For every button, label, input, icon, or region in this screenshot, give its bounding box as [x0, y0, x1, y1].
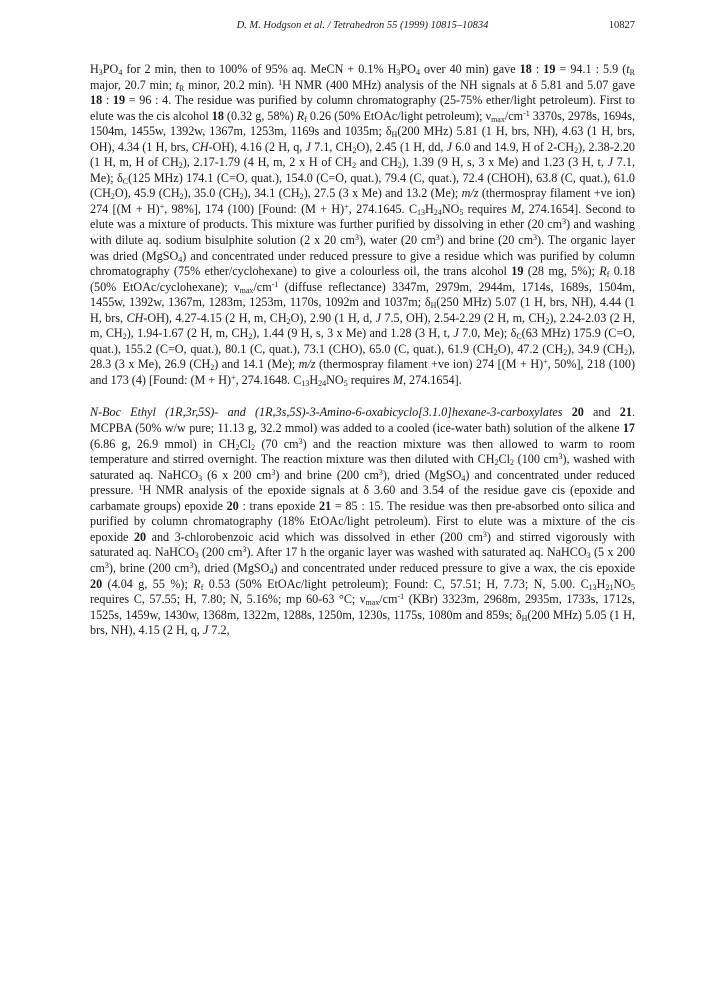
paragraph1-run: 3	[396, 68, 401, 77]
paragraph1-run: f	[606, 270, 610, 280]
paragraph2-run: requires C, 57.55; H, 7.80; N, 5.16%; mp 60-63 °C; ν	[90, 592, 366, 607]
paragraph1-run: +	[159, 201, 165, 211]
paragraph1-run: O), 45.9 (CH	[114, 186, 180, 201]
paragraph1-run: M	[392, 372, 403, 387]
paragraph1-run: :	[102, 93, 113, 108]
paragraph1-run: ), 34.9 (CH	[567, 341, 624, 356]
paragraph-alcohols-18-19	[90, 62, 635, 388]
paragraph1-run: t	[175, 77, 179, 92]
paragraph1-run: (diffuse reflectance) 3347m, 2979m, 2944m, 1714s, 1689s, 1504m, 1455w, 1392w, 1367m, 1283m, 1253m, 1170s, 1092m and 1037m; δ	[90, 279, 636, 310]
paragraph1-run: NO	[441, 201, 460, 216]
paragraph2-run: (KBr) 3323m, 2968m, 2935m, 1733s, 1712s, 1525s, 1459w, 1430w, 1368m, 1322m, 1288s, 1250m, 1230s, 1175s, 1080m and 859s; δ	[90, 592, 635, 622]
paragraph1-run: -1	[271, 279, 279, 289]
paragraph2-run: 3	[198, 473, 203, 483]
paragraph1-run: (28 mg, 5%);	[523, 264, 600, 279]
paragraph1-run: PO	[400, 62, 416, 76]
paragraph-epoxides-20-21	[90, 405, 635, 638]
paragraph1-run: 7.0, Me); δ	[458, 326, 517, 341]
paragraph1-run: , 274.1654]. Second to elute was a mixture of products. This mixture was further purified by dissolving in ether (20 cm	[90, 201, 635, 232]
page-number: 10827	[608, 20, 635, 31]
paragraph2-run: 7.2,	[208, 623, 230, 638]
paragraph2-run: ) and concentrated under reduced pressure to give a wax, the cis epoxide	[273, 560, 635, 575]
paragraph1-run: ), 1.39 (9 H, s, 3 x Me) and 1.23 (3 H, t,	[401, 155, 608, 170]
paragraph2-run: 3	[378, 467, 383, 477]
paragraph1-run: +	[344, 201, 349, 211]
paragraph1-run: , 274.1648. C	[235, 372, 302, 387]
paragraph1-run: m/z	[461, 186, 479, 201]
paragraph1-run: R	[599, 264, 607, 279]
paragraph2-run: 4	[269, 566, 274, 576]
paragraph1-run: 2	[623, 347, 628, 357]
paragraph1-run: H	[309, 372, 319, 387]
paragraph1-run: ), 35.0 (CH	[183, 186, 240, 201]
paragraph1-run: 18	[211, 108, 224, 123]
paragraph2-run: 4	[461, 473, 466, 483]
paragraph1-run: 2	[352, 145, 357, 155]
paragraph2-run: (5 x 200 cm	[90, 545, 636, 575]
paragraph1-run: ). The organic layer was dried (MgSO	[90, 233, 635, 263]
paragraph1-run: ), 1.94-1.67 (2 H, m, CH	[126, 326, 249, 341]
paragraph2-run: -1	[397, 592, 405, 602]
paragraph2-run: (70 cm	[255, 436, 299, 451]
paragraph2-run: 3	[242, 545, 247, 555]
paragraph1-run: J	[375, 310, 382, 325]
paragraph2-run: H	[596, 576, 606, 591]
paragraph2-run: and 3-chlorobenzoic acid which was dissolved in ether (200 cm	[146, 529, 483, 544]
paragraph1-run: ), 27.5 (3 x Me) and 13.2 (Me);	[303, 186, 462, 201]
paragraph1-run: +	[543, 357, 548, 367]
paragraph1-run: 13	[301, 378, 310, 388]
article-body	[90, 62, 635, 639]
paragraph1-run: 2	[299, 192, 304, 202]
paragraph1-run: 3	[354, 233, 359, 243]
running-head-citation: D. M. Hodgson et al. / Tetrahedron 55 (1999) 10815–10834	[236, 20, 489, 31]
paragraph2-run: 3	[194, 551, 199, 561]
paragraph1-run: O), 2.45 (1 H, dd,	[356, 139, 447, 154]
paragraph1-run: 2	[545, 316, 550, 326]
paragraph1-run: ), 1.44 (9 H, s, 3 x Me) and 1.28 (3 H, t,	[252, 326, 454, 341]
paragraph1-run: 3	[533, 233, 538, 243]
paragraph1-run: 7.1, Me); δ	[90, 155, 635, 185]
paragraph1-run: 2	[286, 316, 291, 326]
paragraph2-run: H NMR analysis of the epoxide signals at δ 3.60 and 3.54 of the residue gave cis (epoxide and carbamate groups) epoxide	[90, 483, 635, 513]
paragraph1-run: = 96 : 4. The residue was purified by column chromatography (25-75% ether/light petroleum). First to elute was the cis alcohol	[90, 93, 635, 123]
paragraph1-run: 2	[239, 192, 244, 202]
paragraph1-run: , 274.1645. C	[348, 201, 418, 216]
paragraph1-run: ) and concentrated under reduced pressure to give a residue which was purified by column chromatography (75% ether/cyclohexane) to give a colourless oil, the trans alcohol	[90, 248, 635, 279]
paragraph2-run: 3	[482, 529, 487, 539]
paragraph1-run: 5	[459, 207, 464, 217]
paragraph2-run: 20	[226, 498, 239, 513]
paragraph1-run: 24	[318, 378, 327, 388]
paragraph1-run: 19	[112, 93, 126, 108]
paragraph1-run: R	[296, 108, 305, 123]
paragraph1-run: 3	[562, 217, 567, 227]
paragraph1-run: (0.32 g, 58%)	[223, 108, 297, 123]
paragraph2-run: max	[365, 598, 380, 608]
paragraph1-run: 3	[98, 68, 103, 77]
paragraph1-run: ) and washing with dilute aq. sodium bisulphite solution (2 x 20 cm	[90, 217, 636, 248]
paragraph1-run: and CH	[356, 155, 398, 170]
paragraph2-run: ) and concentrated under reduced pressure.	[90, 467, 635, 498]
paragraph1-run: , 274.1654].	[402, 372, 462, 387]
paragraph1-run: ), 2.24-2.03 (2 H, m, CH	[90, 310, 635, 341]
paragraph2-run: ) and stirred vigorously with saturated aq. NaHCO	[90, 529, 636, 560]
paragraph2-run: 3	[104, 560, 109, 570]
paragraph1-run: 13	[417, 207, 426, 217]
paragraph2-run: 3	[586, 551, 591, 561]
paragraph1-run: (thermospray filament +ve ion) 274 [(M + H)	[315, 357, 544, 372]
paragraph1-run: H	[430, 301, 437, 311]
paragraph2-run: 3	[558, 452, 563, 462]
paragraph2-run: 3	[298, 436, 303, 446]
running-header	[90, 20, 635, 36]
paragraph1-run: C	[516, 332, 522, 342]
paragraph2-run: ), washed with saturated aq. NaHCO	[90, 452, 635, 482]
paragraph1-run: 18	[519, 62, 532, 76]
paragraph1-run: 2	[493, 347, 498, 357]
paragraph1-run: 7.5, OH), 2.54-2.29 (2 H, m, CH	[381, 310, 546, 325]
paragraph1-run: 2	[352, 161, 357, 171]
paragraph1-run: 5	[343, 378, 348, 388]
paragraph1-run: 2	[248, 332, 253, 342]
paragraph1-run: J	[607, 155, 614, 170]
paragraph1-run: requires	[347, 372, 393, 387]
paragraph1-run: H	[391, 130, 398, 140]
paragraph1-run: O), 47.2 (CH	[497, 341, 564, 356]
paragraph2-run: 3	[189, 560, 194, 570]
paragraph2-run: 21	[605, 582, 614, 592]
paragraph1-run: NO	[326, 372, 344, 387]
paragraph2-run: H	[521, 613, 528, 623]
paragraph2-run: N-Boc Ethyl (1R,3r,5S)- and (1R,3s,5S)-3-Amino-6-oxabicyclo[3.1.0]hexane-3-carboxylates	[90, 405, 563, 420]
paragraph2-run: ), dried (MgSO	[193, 560, 270, 575]
paragraph1-run: 4	[178, 254, 183, 264]
paragraph2-run: (100 cm	[513, 452, 559, 467]
paragraph1-run: 3370s, 2978s, 1694s, 1504m, 1455w, 1392w, 1367m, 1253m, 1169s and 1035m; δ	[90, 108, 635, 139]
paragraph1-run: PO	[102, 62, 119, 76]
paragraph2-run: 3	[271, 467, 276, 477]
paragraph2-run: 2	[251, 442, 256, 452]
paragraph2-run: 13	[588, 582, 597, 592]
paragraph1-run: H	[90, 62, 99, 76]
paragraph1-run: 24	[433, 207, 442, 217]
paragraph1-run: ), 34.1 (CH	[243, 186, 300, 201]
paragraph2-run: (200 cm	[198, 545, 243, 560]
paragraph2-run: Cl	[498, 452, 510, 467]
paragraph2-run: 17	[622, 421, 635, 436]
paragraph1-run: -1	[523, 108, 530, 118]
paragraph1-run: 19	[511, 264, 524, 279]
paragraph1-run: 7.1, CH	[310, 139, 353, 154]
paragraph1-run: 6.0 and 14.9, H of 2-CH	[452, 139, 575, 154]
paragraph2-run: 21	[619, 405, 632, 420]
paragraph2-run: : trans epoxide	[238, 498, 320, 513]
paragraph1-run: C	[122, 176, 129, 186]
paragraph1-run: max	[239, 285, 254, 295]
paragraph1-run: /cm	[253, 279, 272, 294]
paragraph2-run	[562, 405, 571, 419]
paragraph1-run: minor, 20.2 min).	[184, 77, 279, 92]
paragraph2-run: and	[583, 405, 620, 420]
paragraph1-run: H	[425, 201, 434, 216]
paragraph1-run: m/z	[298, 357, 316, 372]
paragraph1-run: 2	[179, 192, 184, 202]
paragraph1-run: O), 2.90 (1 H, d,	[290, 310, 376, 325]
paragraph2-run: (4.04 g, 55 %);	[102, 576, 194, 591]
paragraph1-run: CH	[191, 139, 209, 154]
paragraph2-run: 0.53 (50% EtOAc/light petroleum); Found: C, 57.51; H, 7.73; N, 5.00. C	[203, 576, 589, 591]
paragraph1-run: , 50%], 218 (100) and 173 (4) [Found: (M + H)	[90, 357, 635, 387]
paragraph1-run: (thermospray filament +ve ion) 274 [(M + H)	[90, 186, 636, 216]
paragraph1-run: H NMR (400 MHz) analysis of the NH signals at δ 5.81 and 5.07 gave	[282, 77, 635, 92]
paragraph1-run: ) and brine (20 cm	[439, 233, 534, 248]
paragraph1-run: R	[629, 68, 635, 77]
paragraph2-run: Cl	[239, 436, 252, 451]
paragraph1-run: 0.18 (50% EtOAc/cyclohexane); ν	[90, 264, 635, 294]
paragraph1-run: 1	[278, 77, 283, 87]
paragraph1-run: ) and 14.1 (Me);	[214, 357, 299, 372]
paragraph2-run: f	[200, 582, 204, 592]
paragraph2-run: (200 MHz) 5.05 (1 H, brs, NH), 4.15 (2 H, q,	[90, 607, 635, 638]
paragraph1-run: = 94.1 : 5.9 (	[555, 62, 627, 76]
paragraph1-run: 2	[110, 192, 115, 202]
paragraph2-run: (6.86 g, 26.9 mmol) in CH	[90, 436, 236, 451]
paragraph1-run: 2	[122, 332, 127, 342]
paragraph1-run: +	[231, 372, 236, 382]
paragraph1-run: over 40 min) gave	[419, 62, 520, 76]
paragraph1-run: 19	[543, 62, 556, 76]
paragraph2-run: 20	[133, 529, 147, 544]
paragraph1-run: J	[305, 139, 311, 154]
paragraph2-run: ) and brine (200 cm	[275, 467, 379, 482]
paragraph1-run: (125 MHz) 174.1 (C=O, quat.), 154.0 (C=O, quat.), 79.4 (C, quat.), 72.4 (CHOH), 63.8 (C, quat.), 61.0 (CH	[90, 170, 635, 201]
paragraph1-run: max	[491, 114, 505, 124]
paragraph1-run: J	[453, 326, 459, 341]
paragraph1-run: 2	[574, 145, 579, 155]
paragraph1-run: 3	[435, 233, 440, 243]
paragraph1-run: -OH), 4.27-4.15 (2 H, m, CH	[143, 310, 287, 325]
paragraph1-run: 2	[210, 363, 215, 373]
paragraph2-run: 2	[235, 442, 240, 452]
paragraph1-run: major, 20.7 min;	[90, 77, 176, 92]
paragraph1-run: (63 MHz) 175.9 (C=O, quat.), 155.2 (C=O, quat.), 80.1 (C, quat.), 73.1 (CHO), 65.0 (C, quat.), 61.9 (CH	[90, 326, 635, 356]
paragraph1-run: (250 MHz) 5.07 (1 H, brs, NH), 4.44 (1 H, brs,	[90, 295, 635, 325]
paragraph1-run: (200 MHz) 5.81 (1 H, brs, NH), 4.63 (1 H, brs, OH), 4.34 (1 H, brs,	[90, 124, 635, 154]
paragraph1-run: f	[304, 114, 307, 124]
paragraph2-run: = 85 : 15. The residue was then pre-absorbed onto silica and purified by column chromatography (18% EtOAc/light petroleum). First to elute was a mixture of the cis epoxide	[90, 498, 636, 544]
paragraph1-run: , 98%], 174 (100) [Found: (M + H)	[164, 201, 345, 216]
paragraph2-run: ), dried (MgSO	[382, 467, 462, 482]
paragraph2-run: 2	[509, 458, 514, 468]
paragraph2-run: 20	[571, 405, 584, 420]
paragraph2-run: (6 x 200 cm	[202, 467, 272, 482]
paragraph1-run: ), 2.17-1.79 (4 H, m, 2 x H of CH	[182, 155, 353, 170]
paragraph2-run: J	[202, 623, 209, 638]
paragraph2-run: . MCPBA (50% w/w pure; 11.13 g, 32.2 mmol) was added to a cooled (ice-water bath) solution of the alkene	[90, 405, 635, 436]
paragraph1-run: 2	[178, 161, 183, 171]
paragraph2-run: 21	[319, 498, 332, 513]
paragraph1-run: J	[446, 139, 453, 154]
paragraph2-run: /cm	[379, 592, 398, 607]
paragraph1-run: /cm	[504, 108, 524, 123]
paragraph2-run: 1	[138, 483, 143, 493]
paragraph1-run: R	[179, 83, 185, 93]
paragraph2-run: 2	[494, 458, 499, 468]
paragraph2-run: 20	[90, 576, 103, 591]
paragraph1-run: -OH), 4.16 (2 H, q,	[208, 139, 306, 154]
paragraph2-run: NO	[613, 576, 631, 591]
paragraph1-run: ), 2.38-2.20 (1 H, m, H of CH	[90, 139, 635, 170]
paragraph1-run: t	[626, 62, 630, 76]
paragraph1-run: 2	[397, 161, 402, 171]
paragraph1-run: M	[511, 201, 522, 216]
paragraph1-run: 4	[415, 68, 420, 77]
paragraph1-run: CH	[126, 310, 144, 325]
paragraph1-run: ), 28.3 (3 x Me), 26.9 (CH	[90, 341, 636, 372]
paragraph1-run: ), water (20 cm	[358, 233, 436, 248]
paragraph1-run: 4	[118, 68, 123, 77]
paragraph1-run: :	[531, 62, 544, 76]
paragraph2-run: R	[193, 576, 201, 591]
paragraph2-run: ) and the reaction mixture was then allowed to warm to room temperature and stirred overnight. The reaction mixture was then diluted with CH	[90, 436, 636, 467]
paragraph1-run: 0.26 (50% EtOAc/light petroleum); ν	[306, 108, 492, 123]
paragraph2-run: ), brine (200 cm	[108, 560, 190, 575]
paragraph1-run: requires	[463, 201, 512, 216]
paragraph2-run: ). After 17 h the organic layer was washed with saturated aq. NaHCO	[246, 545, 587, 560]
paragraph1-run: 2	[563, 347, 568, 357]
paragraph1-run: for 2 min, then to 100% of 95% aq. MeCN + 0.1% H	[122, 62, 397, 76]
paragraph2-run: 5	[631, 582, 635, 592]
paragraph1-run: 18	[90, 93, 103, 108]
